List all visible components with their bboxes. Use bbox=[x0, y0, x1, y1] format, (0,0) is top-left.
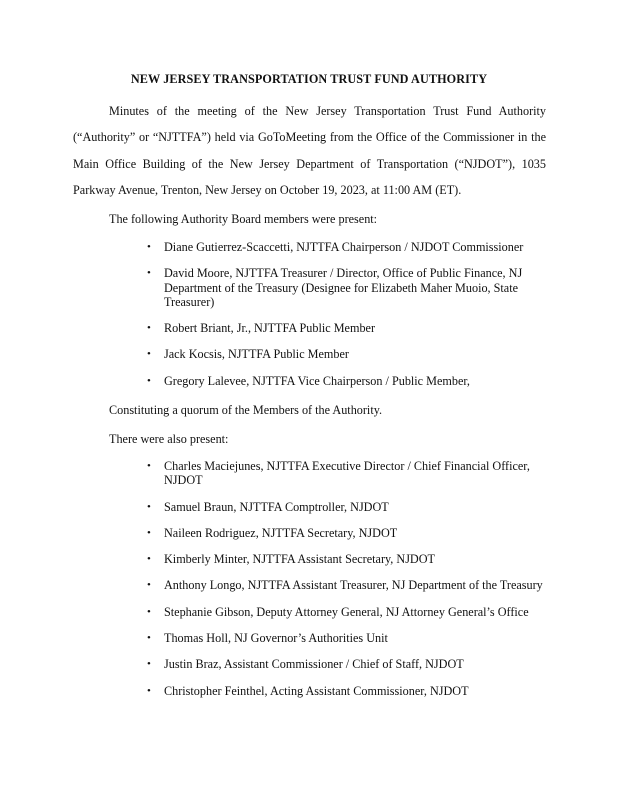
list-item: • Gregory Lalevee, NJTTFA Vice Chairperson / Public Member, bbox=[164, 374, 554, 388]
intro-paragraph: Minutes of the meeting of the New Jersey Transportation Trust Fund Authority (“Authority” or “NJTTFA”) held via GoToMeeting from the Office of the Commissioner in the Main Office Building of the New Jersey Department of Transportation (“NJDOT”), 1035 Parkway Avenue, Trenton, New Jersey on October 19, 2023, at 11:00 AM (ET). bbox=[73, 104, 546, 197]
list-item: • Jack Kocsis, NJTTFA Public Member bbox=[164, 347, 554, 361]
list-item: • Justin Braz, Assistant Commissioner / Chief of Staff, NJDOT bbox=[164, 657, 554, 671]
quorum-statement: Constituting a quorum of the Members of the Authority. bbox=[109, 403, 383, 417]
also-present-list bbox=[164, 459, 554, 698]
list-item: • Stephanie Gibson, Deputy Attorney General, NJ Attorney General’s Office bbox=[164, 605, 554, 619]
list-item: • Samuel Braun, NJTTFA Comptroller, NJDOT bbox=[164, 500, 554, 514]
list-item: • Anthony Longo, NJTTFA Assistant Treasurer, NJ Department of the Treasury bbox=[164, 578, 554, 592]
list-item: • Diane Gutierrez-Scaccetti, NJTTFA Chairperson / NJDOT Commissioner bbox=[164, 240, 554, 254]
board-members-heading: The following Authority Board members were present: bbox=[109, 212, 378, 226]
board-members-list bbox=[164, 240, 554, 388]
list-item: • Charles Maciejunes, NJTTFA Executive Director / Chief Financial Officer, NJDOT bbox=[164, 459, 554, 488]
also-present-heading: There were also present: bbox=[109, 432, 229, 446]
list-item: • David Moore, NJTTFA Treasurer / Director, Office of Public Finance, NJ Department of the Treasury (Designee for Elizabeth Maher Muoio, State Treasurer) bbox=[164, 266, 554, 309]
list-item: • Kimberly Minter, NJTTFA Assistant Secretary, NJDOT bbox=[164, 552, 554, 566]
list-item: • Thomas Holl, NJ Governor’s Authorities Unit bbox=[164, 631, 554, 645]
list-item: • Christopher Feinthel, Acting Assistant Commissioner, NJDOT bbox=[164, 684, 554, 698]
list-item: • Robert Briant, Jr., NJTTFA Public Member bbox=[164, 321, 554, 335]
list-item: • Naileen Rodriguez, NJTTFA Secretary, NJDOT bbox=[164, 526, 554, 540]
document-title: NEW JERSEY TRANSPORTATION TRUST FUND AUTHORITY bbox=[130, 72, 488, 86]
